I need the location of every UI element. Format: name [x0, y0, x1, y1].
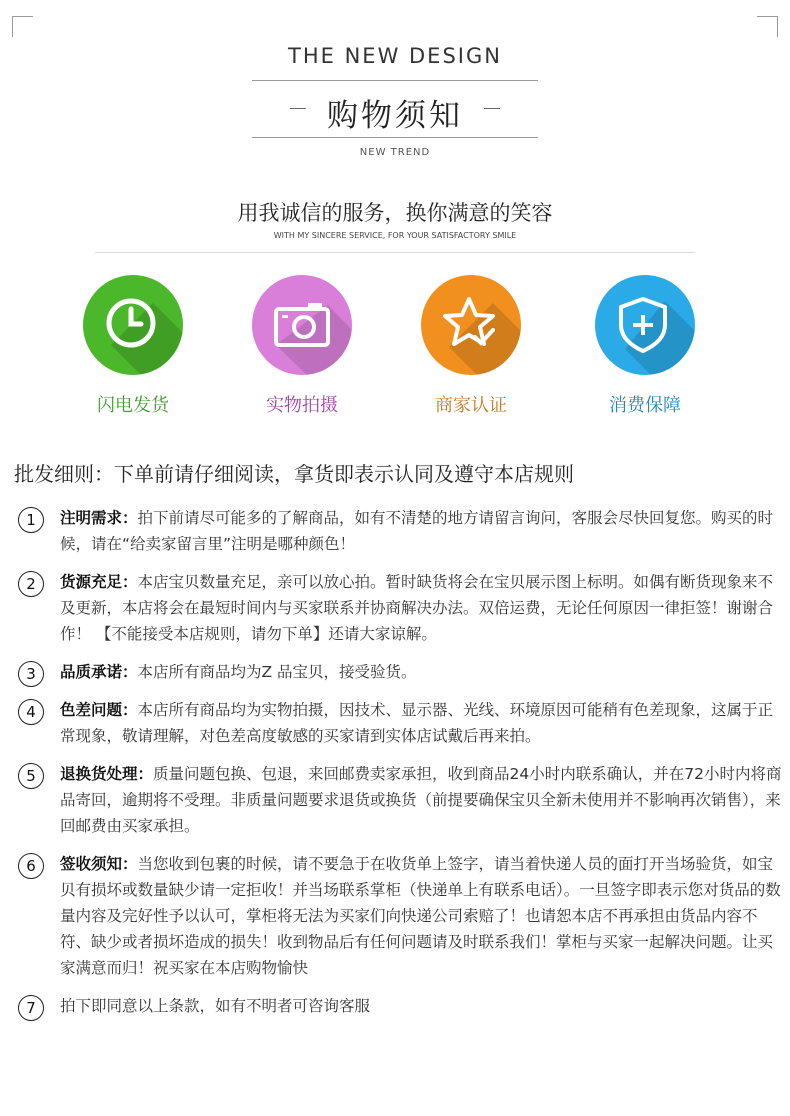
feature-list [0, 275, 790, 425]
rules-list [18, 505, 783, 1019]
rule-item [18, 851, 783, 981]
shield-plus-icon [595, 275, 695, 375]
feature-item [396, 275, 546, 417]
rule-text: 质量问题包换、包退，来回邮费卖家承担，收到商品24小时内联系确认，并在72小时内将商品寄回，逾期将不受理。非质量问题要求退货或换货（前提要确保宝贝全新未使用并不影响再次销售），来回邮费由买家承担。 [60, 765, 782, 835]
slogan: 用我诚信的服务，换你满意的笑容 [237, 201, 553, 225]
rule-heading: 退换货处理： [60, 765, 154, 783]
rule-text: 拍下前请尽可能多的了解商品，如有不清楚的地方请留言询问，客服会尽快回复您。购买的时候，请在“给卖家留言里”注明是哪种颜色！ [60, 509, 774, 553]
rule-number: 5 [18, 763, 44, 789]
title-line-top [252, 80, 538, 81]
rule-number: 7 [18, 995, 44, 1021]
rule-text: 本店所有商品均为实物拍摄，因技术、显示器、光线、环境原因可能稍有色差现象，这属于正常现象，敬请理解，对色差高度敏感的买家请到实体店试戴后再来拍。 [60, 701, 774, 745]
page-title: 购物须知 [327, 98, 463, 134]
rule-number: 4 [18, 699, 44, 725]
rule-heading: 货源充足： [60, 573, 138, 591]
rule-heading: 色差问题： [60, 701, 138, 719]
rule-item [18, 569, 783, 647]
subtitle: NEW TREND [359, 147, 431, 158]
rule-item [18, 761, 783, 839]
rule-heading: 注明需求： [60, 509, 138, 527]
feature-label: 闪电发货 [97, 395, 169, 416]
feature-label: 商家认证 [435, 395, 507, 416]
rule-number: 2 [18, 571, 44, 597]
clock-icon [83, 275, 183, 375]
slogan-english: WITH MY SINCERE SERVICE, FOR YOUR SATISFACTORY SMILE [273, 231, 517, 240]
corner-decoration-left [12, 16, 33, 37]
rule-number: 1 [18, 507, 44, 533]
rule-heading: 签收须知： [60, 855, 138, 873]
feature-label: 消费保障 [609, 395, 681, 416]
rule-number: 3 [18, 661, 44, 687]
arc-title: THE NEW DESIGN [288, 44, 502, 68]
slogan-divider [95, 252, 695, 253]
corner-decoration-right [757, 16, 778, 37]
feature-item [58, 275, 208, 417]
rule-text: 本店所有商品均为Z 品宝贝，接受验货。 [137, 663, 417, 681]
rule-item [18, 697, 783, 749]
feature-label: 实物拍摄 [266, 395, 338, 416]
rule-text: 本店宝贝数量充足，亲可以放心拍。暂时缺货将会在宝贝展示图上标明。如偶有断货现象来不及更新，本店将会在最短时间内与买家联系并协商解决办法。双倍运费，无论任何原因一律拒签！谢谢合作！ 【不能接受本店规则，请勿下单】还请大家谅解。 [60, 573, 774, 643]
rule-text: 拍下即同意以上条款，如有不明者可咨询客服 [60, 997, 371, 1015]
rule-number: 6 [18, 853, 44, 879]
rule-item [18, 505, 783, 557]
rules-title: 批发细则：下单前请仔细阅读，拿货即表示认同及遵守本店规则 [14, 462, 574, 486]
rule-item [18, 659, 783, 685]
rule-text: 当您收到包裹的时候，请不要急于在收货单上签字，请当着快递人员的面打开当场验货，如宝贝有损坏或数量缺少请一定拒收！并当场联系掌柜（快递单上有联系电话）。一旦签字即表示您对货品的数量内容及完好性予以认可，掌柜将无法为买家们向快递公司索赔了！也请恕本店不再承担由货品内容不符、缺少或者损坏造成的损失！收到物品后有任何问题请及时联系我们！掌柜与买家一起解决问题。让买家满意而归！祝买家在本店购物愉快 [60, 855, 781, 977]
title-line-bottom [252, 137, 538, 138]
star-check-icon [421, 275, 521, 375]
feature-item [570, 275, 720, 417]
title-dash-right [484, 108, 500, 109]
rule-item [18, 993, 783, 1019]
feature-item [227, 275, 377, 417]
camera-icon [252, 275, 352, 375]
rule-heading: 品质承诺： [60, 663, 138, 681]
